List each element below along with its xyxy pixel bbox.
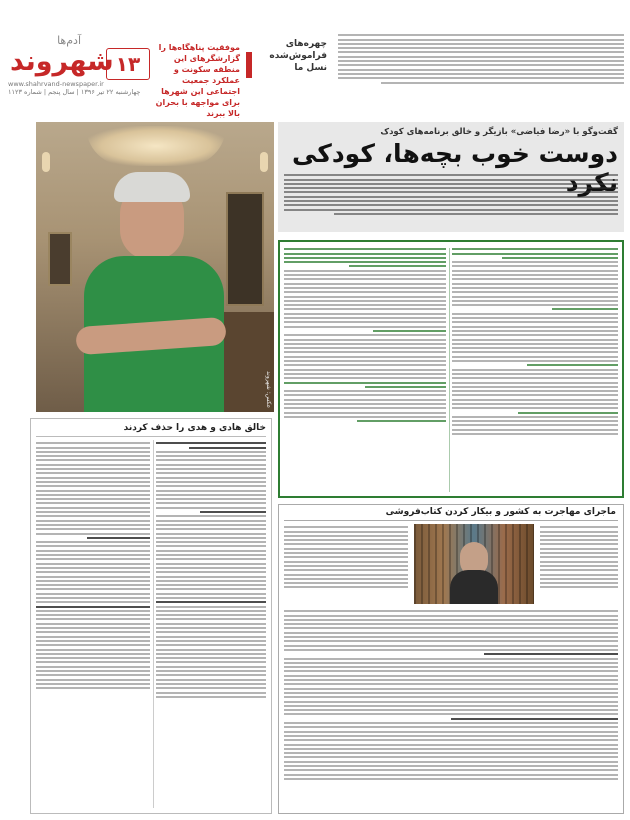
- hair-shape: [114, 172, 190, 202]
- intro-lead-text: [284, 172, 618, 228]
- portrait-photo: [36, 122, 274, 412]
- masthead: [8, 30, 628, 118]
- boxed-col-mid: [284, 524, 408, 604]
- sidebar-col-left: [36, 440, 150, 810]
- chandelier-shape: [86, 126, 226, 166]
- wall-frame: [226, 192, 264, 306]
- bookshop-photo: [414, 524, 534, 604]
- wall-frame: [48, 232, 72, 286]
- boxed-body-text: [284, 608, 618, 808]
- promo-text[interactable]: موفقیت پناهگاه‌ها را گزارشگرهای این منطقه سکونت و عملکرد جمعیت اجتماعی این شهر‌ها برای مواجهه با بحران بالا ببرند: [155, 43, 240, 118]
- headline: دوست خوب بچه‌ها، کودکی: [291, 139, 618, 168]
- page-number: ۱۳: [106, 48, 150, 80]
- sidebar-col-right: [156, 440, 266, 810]
- boxed-story-title: ماجرای مهاجرت به کشور و بیکار کردن کتاب‌فروشی: [385, 507, 616, 517]
- photo-caption: عکس: شهروند: [265, 370, 272, 408]
- promo-bullet-icon: [246, 52, 252, 78]
- website[interactable]: www.shahrvand-newspaper.ir: [8, 80, 104, 88]
- column-1-text: [452, 246, 618, 494]
- section-badge: چهره‌های فراموش‌شده نسل ما: [269, 39, 327, 73]
- logo-subtitle: آدم‌ها: [57, 34, 81, 47]
- sidebar-title: خالق هادی و هدی را حذف کردند: [123, 423, 266, 433]
- logo: شهروند: [10, 46, 114, 77]
- intro-kicker: گفت‌وگو با «رضا فیاضی» بازیگر و خالق برنامه‌های کودک: [380, 127, 618, 137]
- date-line: چهارشنبه ۲۲ تیر ۱۳۹۶ | سال پنجم | شماره ۱۱۲۳: [8, 88, 141, 96]
- top-article-text: [338, 32, 624, 94]
- column-2-text: [284, 246, 446, 494]
